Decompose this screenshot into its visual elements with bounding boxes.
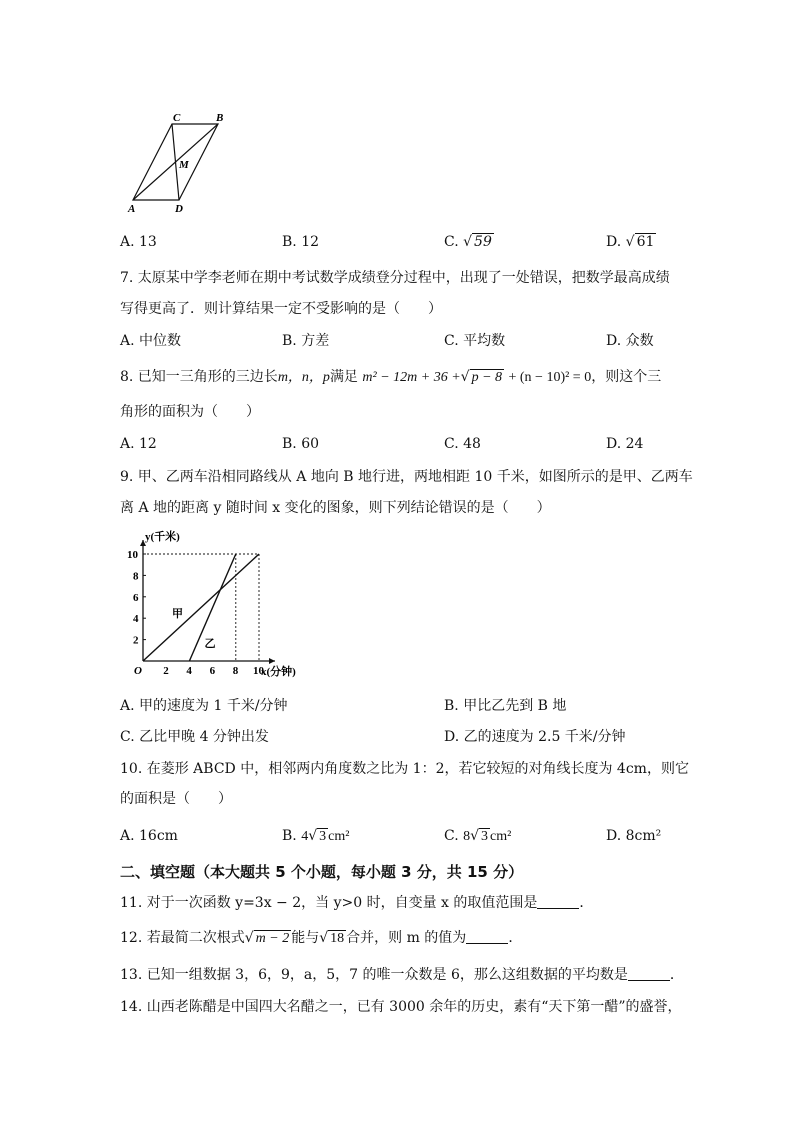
y-tick-label: 4	[133, 613, 139, 626]
series-label-jia: 甲	[172, 608, 183, 621]
q7-line2: 写得更高了．则计算结果一定不受影响的是（ ）	[120, 301, 442, 317]
q11: 11. 对于一次函数 y=3x − 2，当 y>0 时，自变量 x 的取值范围是 ．	[120, 895, 594, 911]
q8-option-a: A. 12	[120, 436, 157, 452]
q9-line2: 离 A 地的距离 y 随时间 x 变化的图象，则下列结论错误的是（ ）	[120, 500, 551, 516]
q6-option-a: A. 13	[120, 234, 157, 250]
q6-option-c: C. √ 59	[444, 234, 492, 250]
label-c: C	[173, 112, 181, 124]
x-tick-label: 2	[163, 665, 169, 677]
q10-line2: 的面积是（ ）	[120, 791, 232, 807]
origin-label: O	[134, 665, 142, 677]
q13-answer-blank[interactable]	[628, 966, 670, 981]
label-d: D	[175, 203, 183, 215]
q9-option-c: C. 乙比甲晚 4 分钟出发	[120, 729, 269, 745]
label-a: A	[128, 203, 136, 215]
q14: 14. 山西老陈醋是中国四大名醋之一，已有 3000 余年的历史，素有“天下第一醋”的盛誉，	[120, 999, 682, 1015]
series-line-jia	[143, 554, 259, 661]
y-tick-label: 8	[133, 570, 139, 583]
y-tick-label: 2	[133, 634, 139, 647]
diagonal-ab	[133, 124, 218, 200]
q9-option-b: B. 甲比乙先到 B 地	[444, 698, 567, 714]
section2-title: 二、填空题（本大题共 5 个小题，每小题 3 分，共 15 分）	[120, 863, 524, 881]
q9-option-a: A. 甲的速度为 1 千米/分钟	[120, 698, 288, 714]
parallelogram-figure	[115, 105, 235, 220]
y-tick-label: 10	[127, 549, 138, 561]
q10-option-a: A. 16cm	[120, 828, 178, 844]
q8-line2: 角形的面积为（ ）	[120, 404, 260, 420]
q6-option-b: B. 12	[282, 234, 320, 250]
q11-answer-blank[interactable]	[537, 894, 579, 909]
series-label-yi: 乙	[204, 638, 216, 651]
q8-option-b: B. 60	[282, 436, 320, 452]
y-tick-label: 6	[133, 591, 139, 604]
q7-line1: 7. 太原某中学李老师在期中考试数学成绩登分过程中，出现了一处错误，把数学最高成绩	[120, 270, 670, 286]
q7-option-a: A. 中位数	[120, 333, 182, 349]
q10-option-b: B. 4√ 3 cm²	[282, 828, 350, 844]
q10-line1: 10. 在菱形 ABCD 中，相邻两内角度数之比为 1：2，若它较短的对角线长度为 4cm，则它	[120, 761, 689, 777]
y-axis-label: y(千米)	[145, 531, 180, 543]
x-axis-label: x(分钟)	[261, 666, 296, 678]
q9-line1: 9. 甲、乙两车沿相同路线从 A 地向 B 地行进，两地相距 10 千米，如图所示的是甲、乙两车	[120, 469, 693, 485]
x-axis-arrow	[269, 658, 275, 664]
q10-option-c: C. 8√ 3 cm²	[444, 828, 512, 844]
label-m: M	[179, 159, 189, 171]
x-tick-label: 8	[232, 665, 239, 677]
q8-option-c: C. 48	[444, 436, 481, 452]
q9-distance-time-chart	[115, 522, 325, 682]
q13: 13. 已知一组数据 3，6，9，a，5，7 的唯一众数是 6，那么这组数据的平均数是 ．	[120, 967, 684, 983]
x-tick-label: 6	[209, 665, 216, 677]
q10-option-d: D. 8cm²	[606, 828, 662, 844]
q8-option-d: D. 24	[606, 436, 644, 452]
q6-option-d: D. √ 61	[606, 234, 655, 250]
label-b: B	[216, 112, 224, 124]
x-tick-label: 10	[253, 665, 264, 677]
q12: 12. 若最简二次根式√ m − 2 能与√ 18 合并，则 m 的值为 ．	[120, 930, 523, 946]
q7-option-c: C. 平均数	[444, 333, 506, 349]
q12-answer-blank[interactable]	[466, 929, 508, 944]
x-tick-label: 4	[186, 665, 192, 677]
q7-option-d: D. 众数	[606, 333, 654, 349]
q8-line1: 8. 已知一三角形的三边长m，n，p满足 m² − 12m + 36 +√ p − 8 + (n − 10)² = 0，则这个三	[120, 369, 662, 385]
q9-option-d: D. 乙的速度为 2.5 千米/分钟	[444, 729, 626, 745]
q7-option-b: B. 方差	[282, 333, 330, 349]
